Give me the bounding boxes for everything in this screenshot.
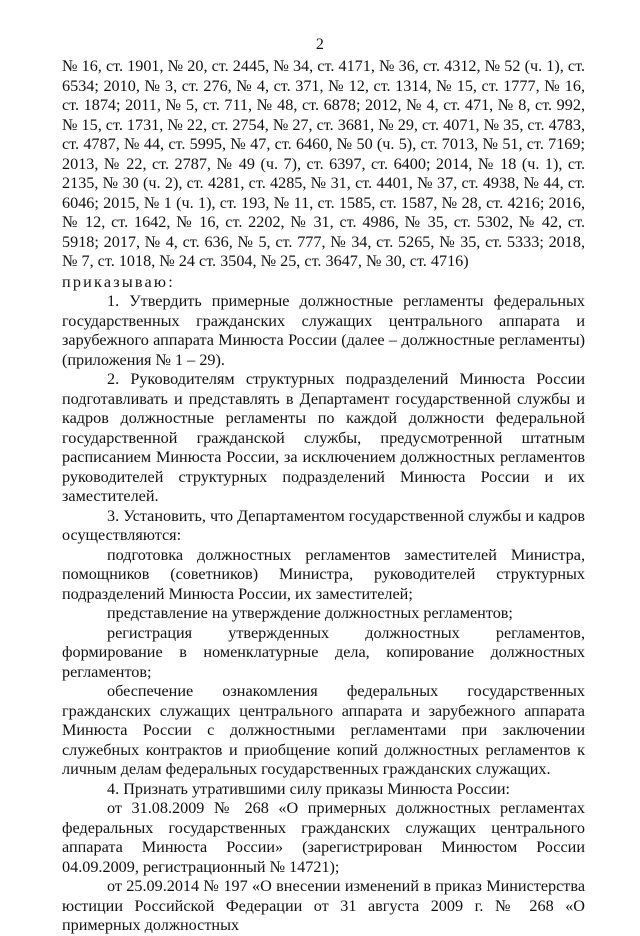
paragraph-item-2: 2. Руководителям структурных подразделений Минюста России подготавливать и представлять в Департамент государственной службы и кадров должностные регламенты по каждой должности федеральной государственной гражданской службы, предусмотренной штатным расписанием Минюста России, за исключением должностных регламентов руководителей структурных подразделений Минюста России и их заместителей. (62, 370, 585, 505)
paragraph-item-3: 3. Установить, что Департаментом государственной службы и кадров осуществляются: (62, 506, 586, 544)
page-number: 2 (315, 36, 325, 53)
document-body (62, 57, 585, 936)
paragraph-item-3-preparation: подготовка должностных регламентов заместителей Министра, помощников (советников) Министра, руководителей структурных подразделений Минюста России, их заместителей; (62, 545, 585, 603)
order-word: приказываю: (62, 272, 175, 291)
paragraph-legal-references: № 16, ст. 1901, № 20, ст. 2445, № 34, ст. 4171, № 36, ст. 4312, № 52 (ч. 1), ст. 6534; 2010, № 3, ст. 276, № 4, ст. 371, № 12, ст. 1314, № 15, ст. 1777, № 16, ст. 1874; 2011, № 5, ст. 711, № 48, ст. 6878; 2012, № 4, ст. 471, № 8, ст. 992, № 15, ст. 1731, № 22, ст. 2754, № 27, ст. 3681, № 29, ст. 4071, № 35, ст. 4783, ст. 4787, № 44, ст. 5995, № 47, ст. 6460, № 50 (ч. 5), ст. 7013, № 51, ст. 7169; 2013, № 22, ст. 2787, № 49 (ч. 7), ст. 6397, ст. 6400; 2014, № 18 (ч. 1), ст. 2135, № 30 (ч. 2), ст. 4281, ст. 4285, № 31, ст. 4401, № 37, ст. 4938, № 44, ст. 6046; 2015, № 1 (ч. 1), ст. 193, № 11, ст. 1585, ст. 1587, № 28, ст. 4216; 2016, № 12, ст. 1642, № 16, ст. 2202, № 31, ст. 4986, № 35, ст. 5302, № 42, ст. 5918; 2017, № 4, ст. 636, № 5, ст. 777, № 34, ст. 5265, № 35, ст. 5333; 2018, № 7, ст. 1018, № 24 ст. 3504, № 25, ст. 3647, № 30, ст. 4716) (62, 57, 585, 270)
paragraph-item-4-order-197: от 25.09.2014 № 197 «О внесении изменений в приказ Министерства юстиции Российской Федерации от 31 августа 2009 г. № 268 «О примерных должностных (62, 877, 585, 934)
paragraph-item-3-submission: представление на утверждение должностных регламентов; (107, 604, 513, 622)
paragraph-item-3-familiarization: обеспечение ознакомления федеральных государственных гражданских служащих центрального аппарата и зарубежного аппарата Минюста России с должностными регламентами при заключении служебных контрактов и приобщение копий должностных регламентов к личным делам федеральных государственных гражданских служащих. (62, 682, 585, 778)
paragraph-item-4-order-268: от 31.08.2009 № 268 «О примерных должностных регламентах федеральных государственных гражданских служащих центрального аппарата Минюста России» (зарегистрирован Минюстом России 04.09.2009, регистрационный № 14721); (62, 799, 585, 876)
paragraph-item-4: 4. Признать утратившими силу приказы Минюста России: (107, 779, 511, 798)
paragraph-item-3-registration: регистрация утвержденных должностных регламентов, формирование в номенклатурные дела, копирование должностных регламентов; (62, 623, 585, 681)
paragraph-item-1: 1. Утвердить примерные должностные регламенты федеральных государственных гражданских служащих центрального аппарата и зарубежного аппарата Минюста России (далее – должностные регламенты) (приложения № 1 – 29). (62, 292, 585, 369)
paragraph-order-word (62, 273, 585, 293)
